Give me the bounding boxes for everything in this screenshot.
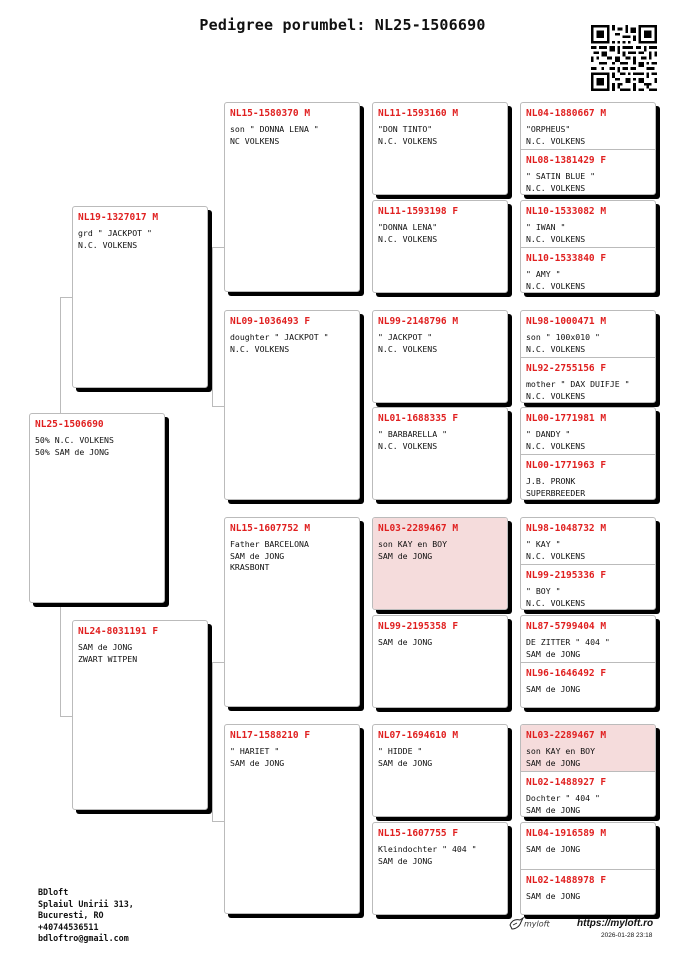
- ring-number: NL00-1771963 F: [526, 460, 607, 471]
- bird-info: son " 100x010 " N.C. VOLKENS: [526, 332, 600, 354]
- bird-info: J.B. PRONK SUPERBREEDER: [526, 476, 586, 498]
- ring-number: NL02-1488927 F: [526, 777, 607, 788]
- bird-info: " DANDY " N.C. VOLKENS: [526, 429, 586, 451]
- bird-info: " KAY " N.C. VOLKENS: [526, 539, 586, 561]
- pigeon-icon: [508, 917, 524, 931]
- bird-info: SAM de JONG: [526, 891, 581, 901]
- ring-number: NL03-2289467 M: [378, 523, 459, 534]
- bird-info: "ORPHEUS" N.C. VOLKENS: [526, 124, 586, 146]
- ring-number: NL11-1593160 M: [378, 108, 459, 119]
- dam-card[interactable]: [72, 620, 208, 810]
- bird-info: Father BARCELONA SAM de JONG KRASBONT: [230, 539, 309, 572]
- bird-info: son " DONNA LENA " NC VOLKENS: [230, 124, 319, 146]
- bird-info: SAM de JONG: [526, 844, 581, 854]
- ring-number: NL87-5799404 M: [526, 621, 607, 632]
- bird-info: 50% N.C. VOLKENS 50% SAM de JONG: [35, 435, 114, 457]
- great-grandparent-card[interactable]: [372, 310, 508, 403]
- ring-number: NL07-1694610 M: [378, 730, 459, 741]
- gen4-pair-card[interactable]: [520, 102, 656, 195]
- ring-number: NL15-1580370 M: [230, 108, 311, 119]
- ring-number: NL04-1916589 M: [526, 828, 607, 839]
- bird-info: " SATIN BLUE " N.C. VOLKENS: [526, 171, 596, 193]
- great-grandparent-card[interactable]: [372, 102, 508, 195]
- ring-number: NL15-1607752 M: [230, 523, 311, 534]
- great-grandparent-card[interactable]: [372, 407, 508, 500]
- bird-info: mother " DAX DUIFJE " N.C. VOLKENS: [526, 379, 630, 401]
- ring-number: NL17-1588210 F: [230, 730, 311, 741]
- ring-number: NL25-1506690: [35, 419, 104, 430]
- ring-number: NL03-2289467 M: [526, 730, 607, 741]
- ring-number: NL19-1327017 M: [78, 212, 159, 223]
- bird-info: " HIDDE " SAM de JONG: [378, 746, 433, 768]
- gen4-pair-card[interactable]: [520, 407, 656, 500]
- ring-number: NL96-1646492 F: [526, 668, 607, 679]
- gen4-pair-card[interactable]: [520, 517, 656, 610]
- website-link[interactable]: https://myloft.ro: [577, 918, 654, 929]
- bird-info: son KAY en BOY SAM de JONG: [526, 746, 596, 768]
- sire-card[interactable]: [72, 206, 208, 388]
- ring-number: NL04-1880667 M: [526, 108, 607, 119]
- bird-info: Dochter " 404 " SAM de JONG: [526, 793, 600, 815]
- bird-info: doughter " JACKPOT " N.C. VOLKENS: [230, 332, 329, 354]
- ring-number: NL11-1593198 F: [378, 206, 459, 217]
- qr-code: [591, 25, 657, 91]
- brand-name: myloft: [524, 919, 550, 929]
- generation-timestamp: 2026-01-28 23:18: [601, 932, 653, 939]
- bird-info: SAM de JONG ZWART WITPEN: [78, 642, 138, 664]
- bird-info: Kleindochter " 404 " SAM de JONG: [378, 844, 477, 866]
- grandparent-card[interactable]: [224, 517, 360, 707]
- connector-line: [212, 662, 224, 822]
- ring-number: NL99-2195336 F: [526, 570, 607, 581]
- bird-info: SAM de JONG: [526, 684, 581, 694]
- bird-info: " AMY " N.C. VOLKENS: [526, 269, 586, 291]
- bird-info: " BARBARELLA " N.C. VOLKENS: [378, 429, 448, 451]
- ring-number: NL98-1000471 M: [526, 316, 607, 327]
- gen4-pair-card[interactable]: [520, 615, 656, 708]
- ring-number: NL15-1607755 F: [378, 828, 459, 839]
- bird-info: " JACKPOT " N.C. VOLKENS: [378, 332, 438, 354]
- bird-info: "DONNA LENA" N.C. VOLKENS: [378, 222, 438, 244]
- ring-number: NL00-1771981 M: [526, 413, 607, 424]
- ring-number: NL24-8031191 F: [78, 626, 159, 637]
- ring-number: NL01-1688335 F: [378, 413, 459, 424]
- bird-info: SAM de JONG: [378, 637, 433, 647]
- ring-number: NL10-1533082 M: [526, 206, 607, 217]
- gen4-pair-card[interactable]: [520, 200, 656, 293]
- gen4-pair-card[interactable]: [520, 822, 656, 915]
- ring-number: NL02-1488978 F: [526, 875, 607, 886]
- myloft-logo: [508, 917, 550, 931]
- ring-number: NL92-2755156 F: [526, 363, 607, 374]
- great-grandparent-card[interactable]: [372, 822, 508, 915]
- bird-info: son KAY en BOY SAM de JONG: [378, 539, 448, 561]
- bird-info: " BOY " N.C. VOLKENS: [526, 586, 586, 608]
- grandparent-card[interactable]: [224, 310, 360, 500]
- ring-number: NL98-1048732 M: [526, 523, 607, 534]
- pedigree-subject-card[interactable]: [29, 413, 165, 603]
- bird-info: grd " JACKPOT " N.C. VOLKENS: [78, 228, 152, 250]
- great-grandparent-card[interactable]: [372, 615, 508, 708]
- ring-number: NL09-1036493 F: [230, 316, 311, 327]
- ring-number: NL99-2148796 M: [378, 316, 459, 327]
- bird-info: DE ZITTER " 404 " SAM de JONG: [526, 637, 610, 659]
- page-title: Pedigree porumbel: NL25-1506690: [199, 16, 486, 34]
- gen4-pair-card[interactable]: [520, 310, 656, 403]
- connector-line: [212, 247, 224, 407]
- bird-info: " HARIET " SAM de JONG: [230, 746, 285, 768]
- ring-number: NL99-2195358 F: [378, 621, 459, 632]
- bird-info: "DON TINTO" N.C. VOLKENS: [378, 124, 438, 146]
- great-grandparent-card[interactable]: [372, 200, 508, 293]
- great-grandparent-card[interactable]: [372, 724, 508, 817]
- bird-info: " IWAN " N.C. VOLKENS: [526, 222, 586, 244]
- loft-contact-info: BDloft Splaiul Unirii 313, Bucuresti, RO +40744536511 bdloftro@gmail.com: [38, 887, 134, 943]
- gen4-pair-card[interactable]: [520, 724, 656, 817]
- grandparent-card[interactable]: [224, 724, 360, 914]
- ring-number: NL08-1381429 F: [526, 155, 607, 166]
- ring-number: NL10-1533840 F: [526, 253, 607, 264]
- great-grandparent-card[interactable]: [372, 517, 508, 610]
- grandparent-card[interactable]: [224, 102, 360, 292]
